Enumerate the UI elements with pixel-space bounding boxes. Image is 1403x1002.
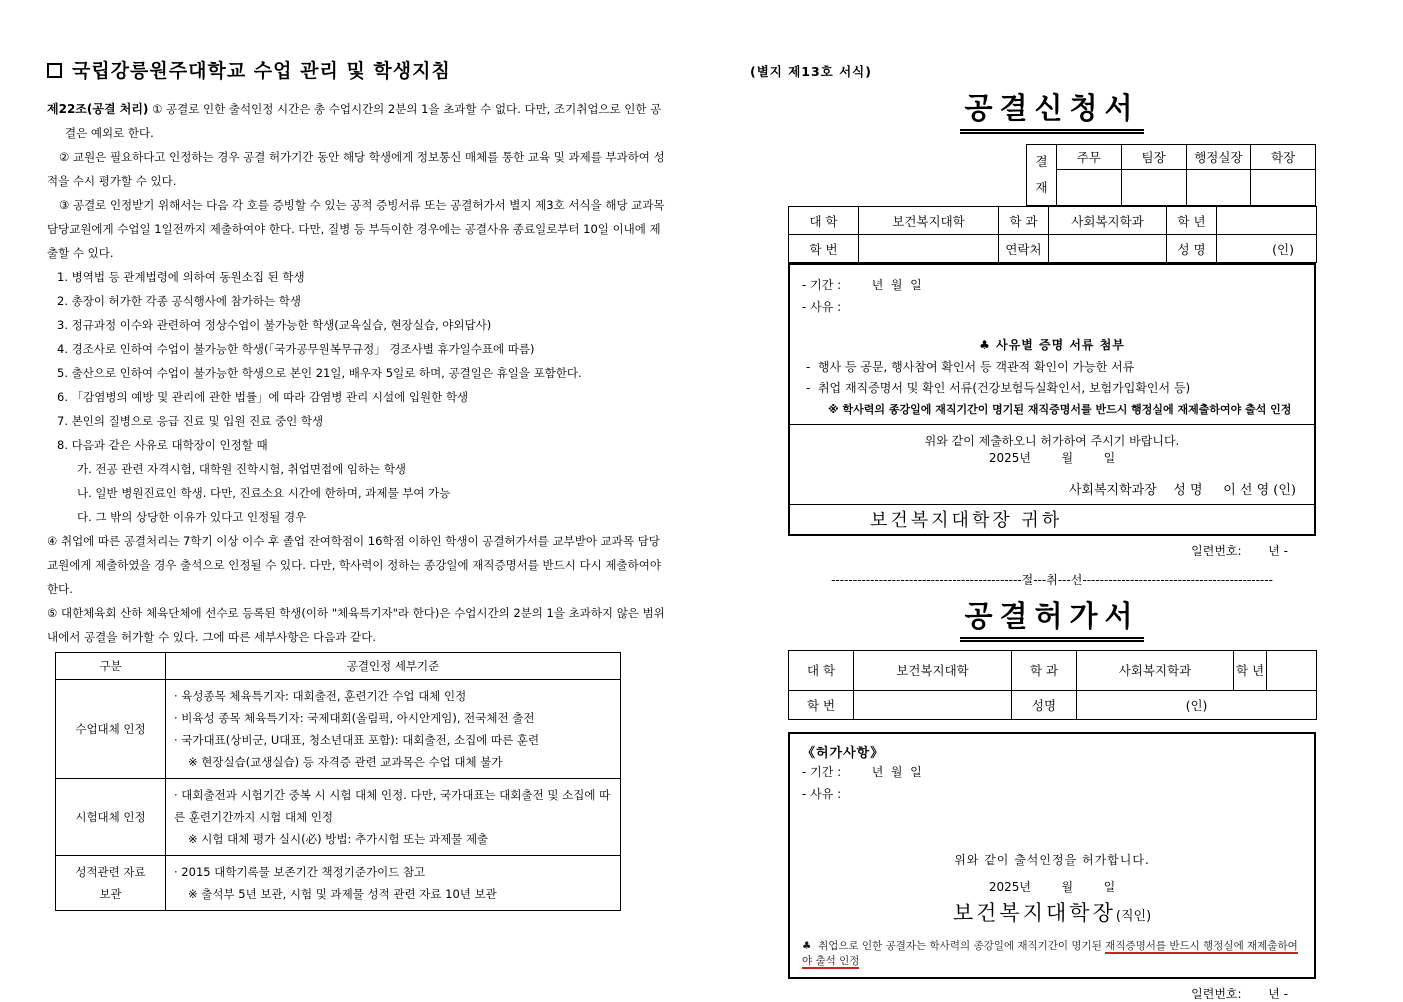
rules-table <box>55 652 621 911</box>
approval-column: 학장 <box>1251 145 1316 170</box>
table-row <box>56 779 621 856</box>
column-header: 공결인정 세부기준 <box>166 653 621 680</box>
forms-section <box>750 62 1326 1002</box>
row-label: 수업대체 인정 <box>56 680 166 779</box>
serial-number: 일련번호: 년 - <box>1191 544 1288 558</box>
list-item: 1. 병역법 등 관계법령에 의하여 동원소집 된 학생 <box>57 270 305 284</box>
signature-cell <box>1057 170 1122 206</box>
sub-list-item: 가. 전공 관련 자격시험, 대학원 진학시험, 취업면접에 임하는 학생 <box>77 462 407 476</box>
dean-signature-line <box>802 897 1302 927</box>
field-label: 성명 <box>1012 691 1077 720</box>
approval-header-row <box>1027 145 1316 170</box>
reason-field: - 사유 : <box>802 787 842 801</box>
attach-item: - 취업 재직증명서 및 확인 서류(건강보험득실확인서, 보험가입확인서 등) <box>806 381 1191 395</box>
apply-form-title: 공결신청서 <box>788 86 1316 134</box>
footnote-text: ♣ 취업으로 인한 공결자는 학사력의 종강일에 재직기간이 명기된 <box>802 940 1106 952</box>
date-line: 2025년 월 일 <box>988 451 1116 465</box>
approve-statement: 위와 같이 출석인정을 허가합니다. <box>954 853 1150 867</box>
dean-name: 보건복지대학장 <box>952 901 1116 925</box>
cut-line: --------------------------------------------절---취---선-------------------------------------------- <box>831 573 1273 587</box>
seal-placeholder: (인) <box>1077 691 1317 720</box>
clause-2: ② 교원은 필요하다고 인정하는 경우 공결 허가기간 동안 해당 학생에게 정보통신 매체를 통한 교육 및 과제를 부과하여 성적을 수시 평가할 수 있다. <box>47 150 665 188</box>
approval-column: 팀장 <box>1121 145 1186 170</box>
field-label: 학 과 <box>999 207 1049 235</box>
table-header-row <box>56 653 621 680</box>
info-row <box>789 235 1317 263</box>
detail-line: · 2015 대학기록물 보존기간 책정기준가이드 참고 <box>174 865 426 879</box>
info-row <box>789 651 1317 691</box>
attach-note: ※ 학사력의 종강일에 재직기간이 명기된 재직증명서를 반드시 행정실에 재제출하여야 출석 인정 <box>828 403 1292 416</box>
serial-number: 일련번호: 년 - <box>1191 987 1288 1001</box>
employment-footnote <box>802 939 1302 969</box>
checkbox-icon <box>47 63 62 78</box>
reason-field: - 사유 : <box>802 300 842 314</box>
clause-3: ③ 공결로 인정받기 위해서는 다음 각 호를 증빙할 수 있는 공적 증빙서류 또는 공결허가서 별지 제3호 서식을 해당 교과목 담당교원에게 수업일 1일전까지 제출하여야 한다. 다만, 질병 등 부득이한 경우에는 공결사유 종료일로부터 10일 이내에 제출할 수 있다. <box>47 198 665 260</box>
page-title-text: 국립강릉원주대학교 수업 관리 및 학생지침 <box>72 60 451 82</box>
field-label: 학 번 <box>789 691 854 720</box>
field-label: 연락처 <box>999 235 1049 263</box>
field-value <box>1267 651 1317 691</box>
list-item: 3. 정규과정 이수와 관련하여 정상수업이 불가능한 학생(교육실습, 현장실습, 야외답사) <box>57 318 492 332</box>
detail-line: · 육성종목 체육특기자: 대회출전, 훈련기간 수업 대체 인정 <box>174 689 467 703</box>
period-field: - 기간 : 년 월 일 <box>802 765 922 779</box>
field-label: 학 년 <box>1167 207 1217 235</box>
clause-4: ④ 취업에 따른 공결처리는 7학기 이상 이수 후 졸업 잔여학점이 16학점 이하인 학생이 공결허가서를 교부받아 교과목 담당교원에게 제출하였을 경우 출석으로 인정될 수 있다. 다만, 학사력이 정하는 종강일에 재직증명서를 반드시 다시 제출하여야 한다. <box>47 534 661 596</box>
row-details <box>166 856 621 911</box>
sub-list-item: 다. 그 밖의 상당한 이유가 있다고 인정될 경우 <box>77 510 307 524</box>
apply-form <box>788 86 1316 1002</box>
detail-note: ※ 현장실습(교생실습) 등 자격증 관련 교과목은 수업 대체 불가 <box>188 755 503 769</box>
approval-table <box>1026 144 1316 206</box>
row-label: 성적관련 자료보관 <box>56 856 166 911</box>
seal-placeholder: (인) <box>1217 235 1317 263</box>
list-item: 5. 출산으로 인하여 수업이 불가능한 학생으로 본인 21일, 배우자 5일로 하며, 공결일은 휴일을 포함한다. <box>57 366 582 380</box>
field-label: 대 학 <box>789 651 854 691</box>
dean-seal-label: (직인) <box>1115 909 1152 924</box>
list-item: 4. 경조사로 인하여 수업이 불가능한 학생(「국가공무원복무규정」 경조사별 휴가일수표에 따름) <box>57 342 535 356</box>
apply-submit-section <box>790 424 1314 504</box>
date-line: 2025년 월 일 <box>988 880 1116 894</box>
column-header: 구분 <box>56 653 166 680</box>
list-item: 7. 본인의 질병으로 응급 진료 및 입원 진료 중인 학생 <box>57 414 324 428</box>
permit-info-table <box>788 650 1317 720</box>
detail-note: ※ 출석부 5년 보관, 시험 및 과제물 성적 관련 자료 10년 보관 <box>188 887 497 901</box>
list-item: 2. 총장이 허가한 각종 공식행사에 참가하는 학생 <box>57 294 301 308</box>
info-row <box>789 691 1317 720</box>
detail-note: ※ 시험 대체 평가 실시(必) 방법: 추가시험 또는 과제물 제출 <box>188 832 489 846</box>
list-item: 8. 다음과 같은 사유로 대학장이 인정할 때 <box>57 438 268 452</box>
field-label: 학 년 <box>1234 651 1267 691</box>
field-label: 성 명 <box>1167 235 1217 263</box>
permit-form-title: 공결허가서 <box>788 594 1316 642</box>
list-item: 6. 「감염병의 예방 및 관리에 관한 법률」에 따라 감염병 관리 시설에 입원한 학생 <box>57 390 469 404</box>
guideline-section <box>47 58 669 911</box>
statute-paragraph <box>47 97 669 145</box>
page-title <box>47 58 669 84</box>
field-value <box>1217 207 1317 235</box>
field-value: 사회복지학과 <box>1049 207 1167 235</box>
field-value: 사회복지학과 <box>1077 651 1234 691</box>
footnote-underlined-text: 재직증명서를 반드시 행정실에 재제출하여야 출석 인정 <box>802 940 1298 967</box>
period-field: - 기간 : 년 월 일 <box>802 278 922 292</box>
table-row <box>56 680 621 779</box>
form-number-note: (별지 제13호 서식) <box>750 64 872 79</box>
apply-info-table <box>788 206 1317 263</box>
field-value <box>1049 235 1167 263</box>
signature-cell <box>1121 170 1186 206</box>
row-label: 시험대체 인정 <box>56 779 166 856</box>
approval-column: 행정실장 <box>1186 145 1251 170</box>
detail-line: · 대회출전과 시험기간 중복 시 시험 대체 인정. 다만, 국가대표는 대회출전 및 소집에 따른 훈련기간까지 시험 대체 인정 <box>174 788 611 824</box>
table-row <box>56 856 621 911</box>
attach-title: ♣ 사유별 증명 서류 첨부 <box>979 338 1125 352</box>
permission-header: 《허가사항》 <box>802 746 885 761</box>
permit-body-box <box>788 732 1316 979</box>
attach-item: - 행사 등 공문, 행사참여 확인서 등 객관적 확인이 가능한 서류 <box>806 360 1135 374</box>
approval-signature-row <box>1027 170 1316 206</box>
statute-label: 제22조(공결 처리) <box>47 102 149 116</box>
clause-5: ⑤ 대한체육회 산하 체육단체에 선수로 등록된 학생(이하 "체육특기자"라 한다)은 수업시간의 2분의 1을 초과하지 않은 범위내에서 공결을 허가할 수 있다. 그에 따른 세부사항은 다음과 같다. <box>47 606 665 644</box>
row-details <box>166 680 621 779</box>
statute-text: ① 공결로 인한 출석인정 시간은 총 수업시간의 2분의 1을 초과할 수 없다. 다만, 조기취업으로 인한 공결은 예외로 한다. <box>65 102 662 140</box>
field-value <box>854 691 1012 720</box>
recipient-line: 보건복지대학장 귀하 <box>790 504 1314 534</box>
submit-statement: 위와 같이 제출하오니 허가하여 주시기 바랍니다. <box>924 434 1180 448</box>
detail-line: · 비육성 종목 체육특기자: 국제대회(올림픽, 아시안게임), 전국체전 출전 <box>174 711 535 725</box>
field-label: 학 과 <box>1012 651 1077 691</box>
detail-line: · 국가대표(상비군, U대표, 청소년대표 포함): 대회출전, 소집에 따른 훈련 <box>174 733 540 747</box>
approval-column: 주무 <box>1057 145 1122 170</box>
field-label: 학 번 <box>789 235 859 263</box>
approval-label: 결재 <box>1027 145 1057 206</box>
apply-reason-section <box>790 265 1314 424</box>
apply-body-box <box>788 263 1316 536</box>
signature-cell <box>1186 170 1251 206</box>
field-value <box>859 235 999 263</box>
field-value: 보건복지대학 <box>859 207 999 235</box>
info-row <box>789 207 1317 235</box>
signer-line: 사회복지학과장 성 명 이 선 영 (인) <box>1068 483 1296 498</box>
field-label: 대 학 <box>789 207 859 235</box>
row-details <box>166 779 621 856</box>
field-value: 보건복지대학 <box>854 651 1012 691</box>
signature-cell <box>1251 170 1316 206</box>
sub-list-item: 나. 일반 병원진료인 학생. 다만, 진료소요 시간에 한하며, 과제물 부여 가능 <box>77 486 451 500</box>
